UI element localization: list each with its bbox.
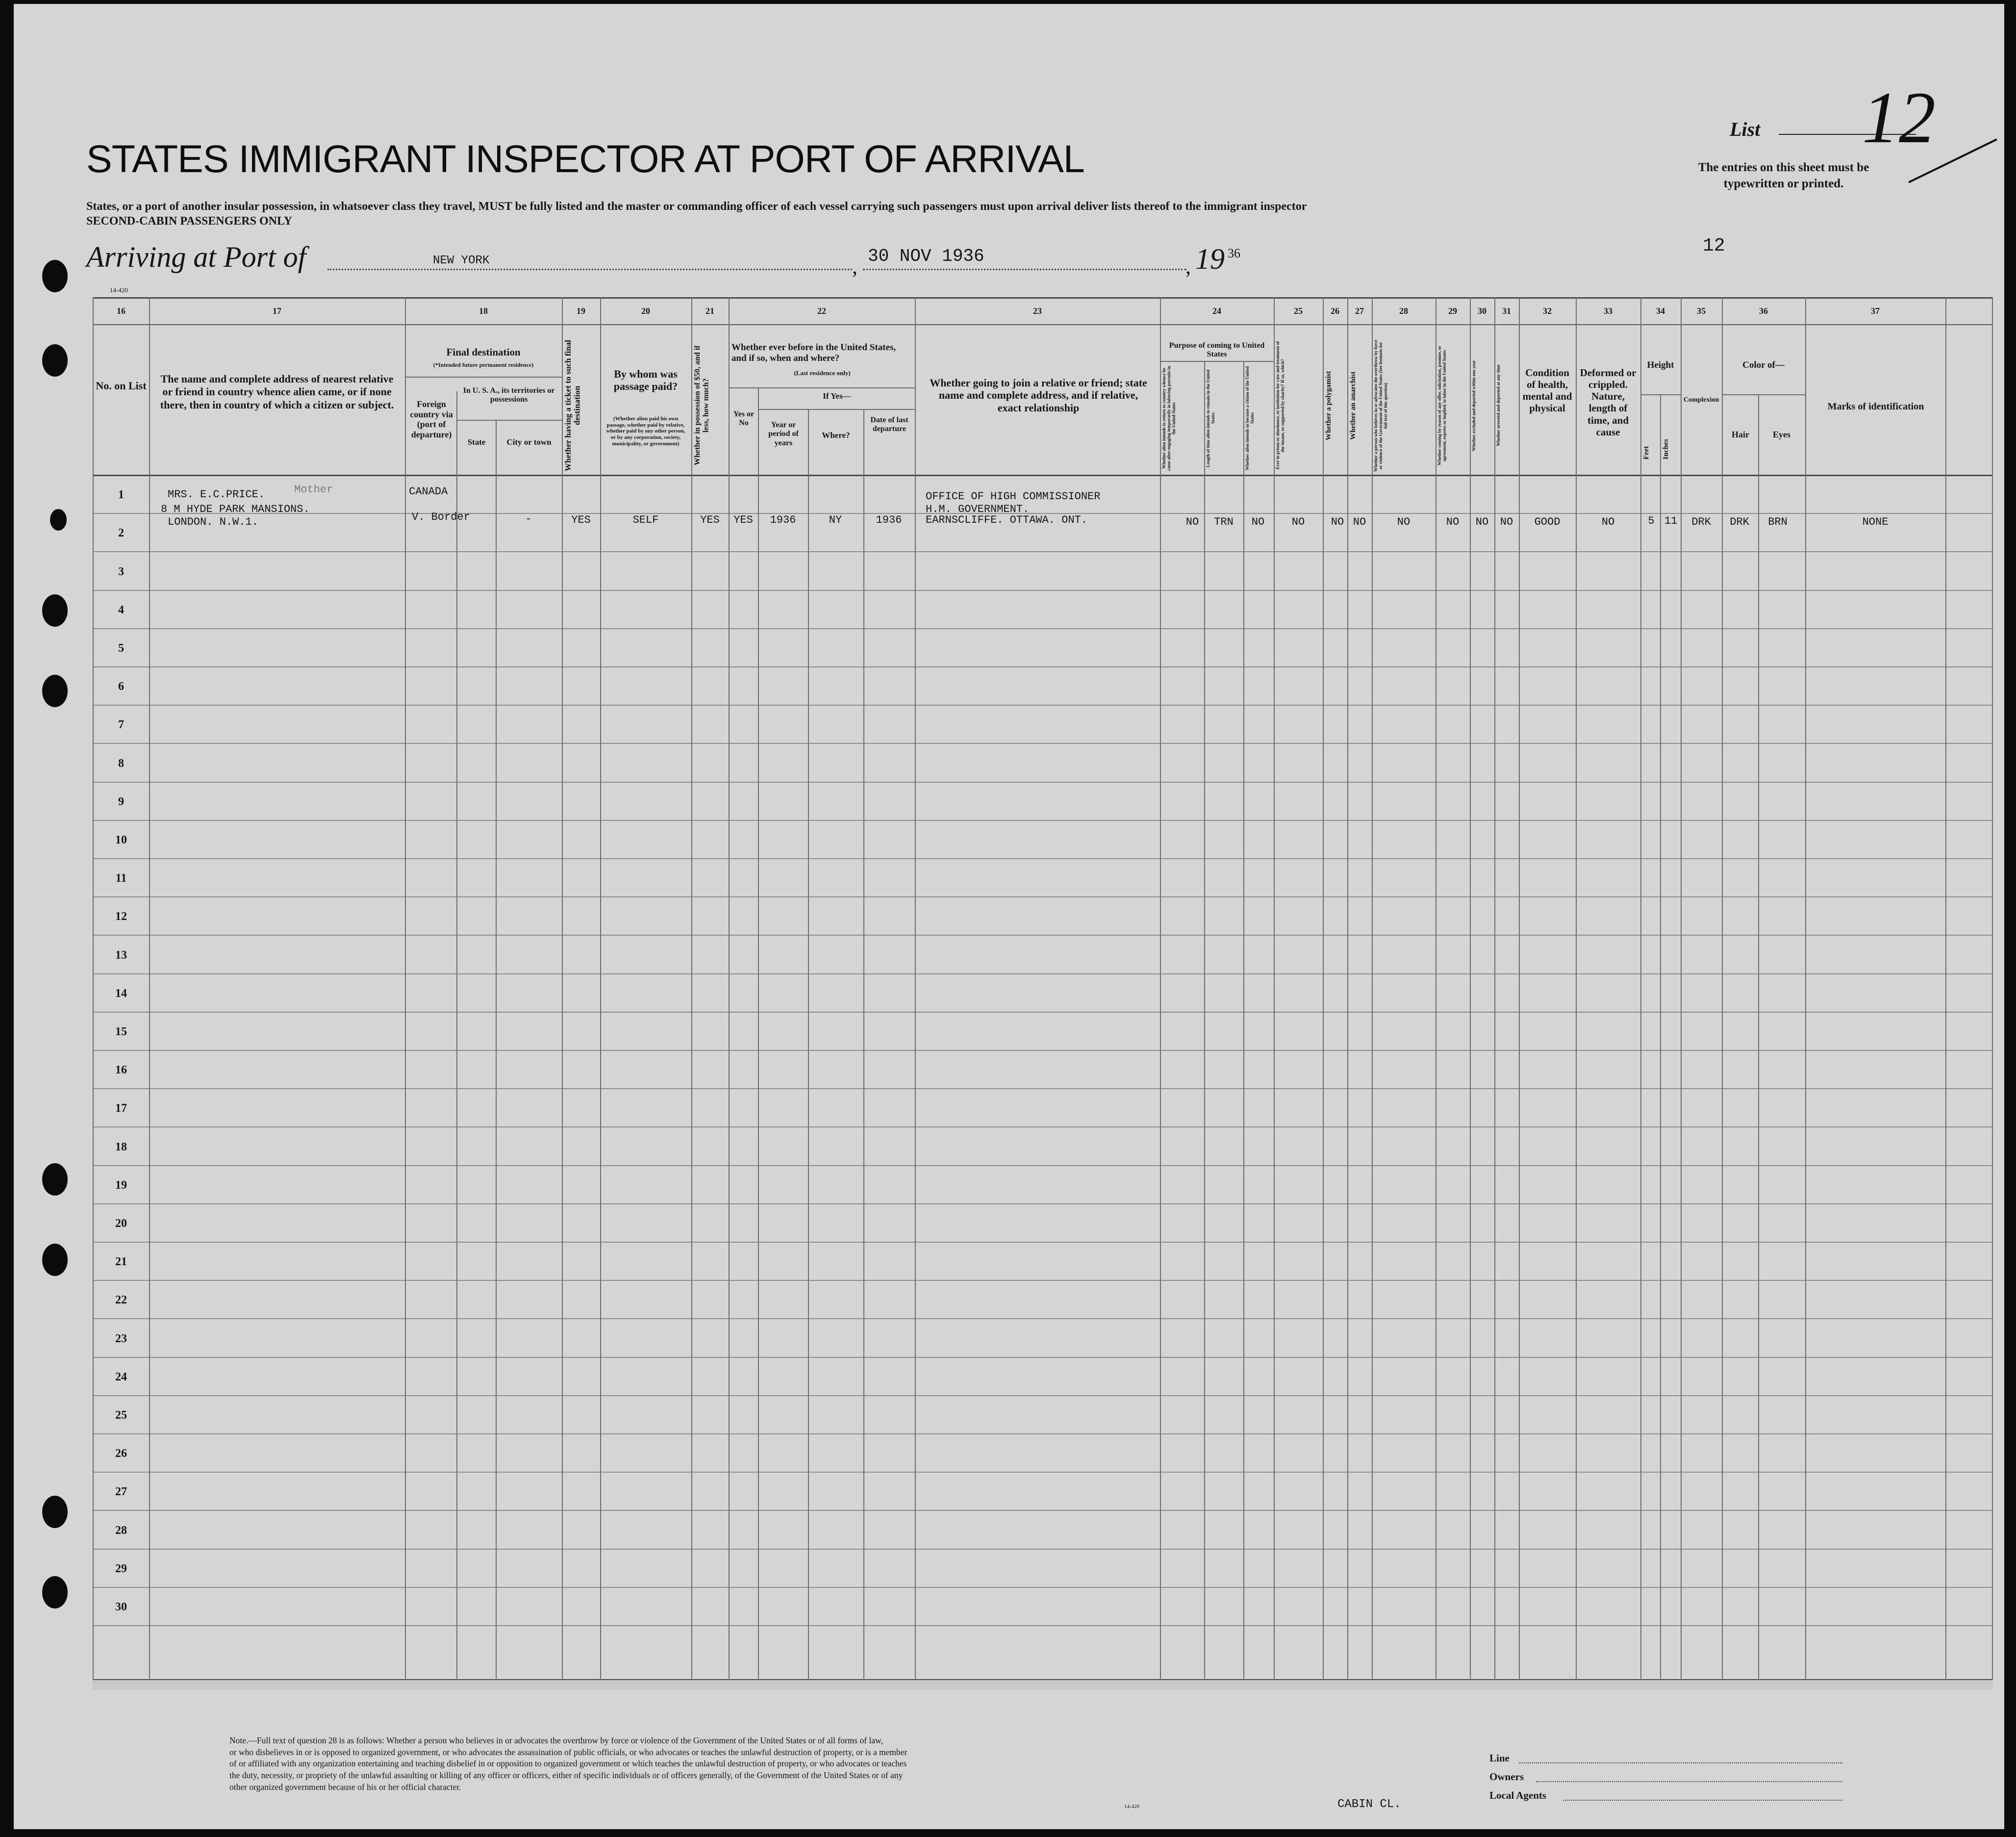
- table-top-border: [93, 297, 1993, 299]
- header-overthrow: Whether a person who believes in or advocates the overthrow by force or violence of the Government of the United States (See footnote for full text of this question): [1373, 339, 1388, 472]
- col-rule: [600, 297, 601, 1680]
- row-number: 14: [115, 987, 127, 1000]
- col-rule: [562, 297, 563, 1680]
- complexion-value: DRK: [1691, 516, 1711, 528]
- page-number: 12: [1703, 235, 1725, 256]
- form-code: 14-420: [110, 286, 128, 294]
- row-rule: [93, 551, 1993, 552]
- col-rule: [1681, 297, 1682, 1680]
- row-rule: [93, 628, 1993, 629]
- header-health: Condition of health, mental and physical: [1522, 367, 1572, 414]
- header-eyes: Eyes: [1773, 430, 1790, 439]
- footer-form-code: 14-420: [1124, 1804, 1140, 1810]
- column-number-rule: [93, 324, 1993, 325]
- relative-address-1: 8 M HYDE PARK MANSIONS.: [161, 503, 310, 515]
- row-rule: [93, 1510, 1993, 1511]
- row-rule: [93, 820, 1993, 821]
- column-number: 35: [1697, 306, 1706, 316]
- before-us-value: YES: [733, 514, 753, 526]
- height-inches-value: 11: [1664, 515, 1678, 527]
- join-line-2: H.M. GOVERNMENT.: [926, 503, 1030, 515]
- row-rule: [93, 1203, 1993, 1204]
- col-rule: [405, 297, 406, 1680]
- header-before-in-us: Whether ever before in the United States, and if so, when and where?: [731, 342, 896, 363]
- row-number: 20: [115, 1217, 127, 1230]
- header-complexion: Complexion: [1683, 396, 1719, 404]
- column-number: 31: [1502, 306, 1511, 316]
- header-last-residence: (Last residence only): [794, 369, 851, 377]
- col-rule: [1160, 297, 1161, 1680]
- manifest-sheet: [14, 4, 2004, 1829]
- row-number: 19: [115, 1178, 127, 1192]
- arriving-label: Arriving at Port of: [86, 241, 306, 273]
- subhead-rule: [456, 420, 562, 421]
- header-bottom-border: [93, 475, 1993, 476]
- return-country-value: NO: [1185, 516, 1199, 528]
- row-number: 17: [115, 1102, 127, 1115]
- header-offer-labor: Whether coming by reason of any offer, solicitation, promise, or agreement, express or implied, to labor in the United States: [1437, 345, 1447, 466]
- ticket-value: YES: [571, 514, 591, 526]
- paid-by-value: SELF: [632, 514, 659, 526]
- subhead-rule: [1722, 394, 1805, 395]
- join-line-1: OFFICE OF HIGH COMMISSIONER: [926, 490, 1101, 503]
- row-number: 23: [115, 1332, 127, 1345]
- header-yes-no: Yes or No: [733, 410, 755, 428]
- column-number: 29: [1448, 306, 1457, 316]
- header-deformed: Deformed or crippled. Nature, length of time, and cause: [1580, 367, 1637, 438]
- column-number: 25: [1294, 306, 1303, 316]
- col-rule: [1640, 297, 1641, 1680]
- row-rule: [93, 1165, 1993, 1166]
- owners-dotted: [1536, 1781, 1842, 1782]
- date-dotted-line: [863, 269, 1186, 270]
- port-dotted-line: [328, 269, 852, 270]
- length-stay-value: TRN: [1214, 516, 1234, 528]
- footnote-line: the duty, necessity, or propriety of the unlawful assaulting or killing of any officer or officers, either of specific individuals or of officers generally, of the Government of the United States or of any: [229, 1770, 903, 1780]
- col-rule: [1805, 297, 1806, 1680]
- overthrow-value: NO: [1397, 516, 1411, 528]
- col-rule: [93, 297, 94, 1680]
- footnote-line: or who disbelieves in or is opposed to organized government, or who advocates the assassination of public officials, or who advocates or teaches the unlawful destruction of property, or is a member: [229, 1747, 907, 1757]
- col-rule: [149, 297, 150, 1680]
- footnote-line: other organized government because of his or her official character.: [229, 1782, 461, 1792]
- header-state: State: [467, 437, 486, 447]
- row-number: 13: [115, 948, 127, 962]
- header-polygamist: Whether a polygamist: [1325, 371, 1333, 440]
- subhead-rule: [1640, 394, 1681, 395]
- row-rule: [93, 1280, 1993, 1281]
- subhead-rule: [758, 409, 915, 410]
- col-rule: [1274, 297, 1275, 1680]
- header-date-departure: Date of last departure: [870, 416, 908, 434]
- relationship: Mother: [294, 484, 333, 496]
- col-rule: [1347, 297, 1348, 1680]
- col-rule: [496, 420, 497, 1680]
- row-rule: [93, 1395, 1993, 1396]
- header-fifty-dollars: Whether in possession of $50, and if less, how much?: [693, 345, 710, 466]
- column-number: 21: [706, 306, 714, 316]
- footer-band: [93, 1680, 1993, 1690]
- subhead-rule: [729, 387, 915, 388]
- page-title: STATES IMMIGRANT INSPECTOR AT PORT OF ARRIVAL: [86, 137, 1084, 180]
- column-number: 34: [1656, 306, 1665, 316]
- header-return-country: Whether alien intends to return to country whence he came after engaging temporarily in laboring pursuits in the United States: [1161, 366, 1176, 471]
- height-feet-value: 5: [1648, 515, 1655, 527]
- col-rule: [1576, 297, 1577, 1680]
- departure-date-value: 1936: [876, 514, 902, 526]
- col-rule: [1372, 297, 1373, 1680]
- year-value: 1936: [770, 514, 796, 526]
- header-height: Height: [1647, 360, 1674, 370]
- row-number: 11: [115, 872, 127, 885]
- dest-city: -: [525, 513, 532, 525]
- fifty-dollars-value: YES: [700, 514, 720, 526]
- column-number: 32: [1543, 306, 1552, 316]
- punch-hole: [42, 1163, 68, 1196]
- instruction-line: States, or a port of another insular possession, in whatsoever class they travel, MUST be fully listed and the master or commanding officer of each vessel carrying such passengers must upon arrival deliver lists thereof to the immigrant inspector: [86, 200, 1307, 213]
- header-in-usa: In U. S. A., its territories or possessions: [463, 386, 555, 404]
- header-prison: Ever in prison or almshouse, or institution for care and treatment of the insane, or supported by charity? If so, which?: [1275, 341, 1285, 470]
- row-number: 24: [115, 1370, 127, 1383]
- year-comma: ,: [1185, 255, 1191, 279]
- row-rule: [93, 1126, 1993, 1127]
- header-final-destination: Final destination: [446, 346, 521, 358]
- punch-hole: [42, 1244, 68, 1276]
- header-city: City or town: [506, 437, 552, 447]
- header-excluded: Whether excluded and deported within one year: [1471, 360, 1476, 451]
- column-number: 20: [641, 306, 650, 316]
- col-rule: [758, 387, 759, 1680]
- col-rule: [1323, 297, 1324, 1680]
- typewritten-note: The entries on this sheet must be typewritten or printed.: [1698, 161, 1869, 190]
- header-relative-address: The name and complete address of nearest relative or friend in country whence alien came, or if none there, then in country of which a citizen or subject.: [160, 373, 394, 411]
- header-inches: Inches: [1662, 439, 1670, 459]
- row-rule: [93, 590, 1993, 591]
- row-number: 29: [115, 1562, 127, 1575]
- punch-hole: [42, 1496, 68, 1528]
- health-value: GOOD: [1534, 516, 1561, 528]
- header-length-stay: Length of time alien intends to remain in the United States: [1206, 369, 1215, 467]
- header-final-destination-sub: (*Intended future permanent residence): [433, 361, 534, 368]
- row-number: 2: [118, 527, 124, 540]
- port-value: NEW YORK: [433, 254, 490, 267]
- punch-hole: [50, 509, 67, 531]
- anarchist-value: NO: [1353, 516, 1366, 528]
- row-number: 18: [115, 1140, 127, 1153]
- row-number: 22: [115, 1294, 127, 1307]
- relative-address-2: LONDON. N.W.1.: [168, 516, 258, 528]
- owners-label: Owners: [1489, 1771, 1524, 1783]
- hair-value: DRK: [1730, 516, 1749, 528]
- header-anarchist: Whether an anarchist: [1349, 371, 1357, 440]
- row-rule: [93, 1012, 1993, 1013]
- footnote: [229, 1735, 1210, 1793]
- row-number: 26: [115, 1447, 127, 1460]
- col-rule: [1660, 394, 1661, 1680]
- row-rule: [93, 1587, 1993, 1588]
- column-number: 36: [1759, 306, 1768, 316]
- header-hair: Hair: [1732, 430, 1749, 439]
- footnote-line: of or affiliated with any organization entertaining and teaching disbelief in or opposition to organized government or which teaches the unlawful destruction of property, or who advocates or teaches: [229, 1759, 907, 1769]
- col-rule: [1945, 297, 1946, 1680]
- row-number: 8: [118, 757, 124, 770]
- row-rule: [93, 1318, 1993, 1319]
- citizen-value: NO: [1251, 516, 1265, 528]
- header-citizen: Whether alien intends to become a citizen of the United States: [1245, 366, 1255, 471]
- arrival-date-stamp: 30 NOV 1936: [868, 246, 984, 266]
- port-of-departure: V. Border: [412, 511, 470, 523]
- column-number: 18: [479, 306, 488, 316]
- foreign-country: CANADA: [409, 485, 448, 498]
- row-number: 27: [115, 1485, 127, 1499]
- col-rule: [1470, 297, 1471, 1680]
- header-feet: Feet: [1642, 446, 1650, 459]
- row-rule: [93, 1357, 1993, 1358]
- col-rule: [1722, 297, 1723, 1680]
- row-number: 1: [118, 488, 124, 502]
- header-marks: Marks of identification: [1827, 401, 1924, 412]
- column-number: 16: [117, 306, 126, 316]
- class-line: SECOND-CABIN PASSENGERS ONLY: [86, 215, 293, 228]
- list-number-handwritten: 12: [1862, 77, 1936, 158]
- header-ticket: Whether having a ticket to such final destination: [563, 340, 582, 471]
- col-rule: [456, 391, 457, 1680]
- punch-hole: [42, 594, 68, 627]
- row-number: 9: [118, 795, 124, 808]
- row-rule: [93, 666, 1993, 667]
- footnote-line: Note.—Full text of question 28 is as follows: Whether a person who believes in or advocates the overthrow by force or violence of the Government of the United States or of all forms of law,: [229, 1735, 883, 1745]
- header-foreign-country: Foreign country via (port of departure): [410, 399, 453, 440]
- punch-hole: [42, 260, 68, 292]
- col-rule: [1204, 361, 1205, 1680]
- header-join-relative: Whether going to join a relative or friend; state name and complete address, and if relative, exact relationship: [930, 377, 1147, 414]
- row-rule: [93, 1433, 1993, 1434]
- row-number: 5: [118, 642, 124, 655]
- row-number: 15: [115, 1025, 127, 1038]
- polygamist-value: NO: [1331, 516, 1344, 528]
- row-number: 28: [115, 1524, 127, 1537]
- column-number: 22: [817, 306, 826, 316]
- deformed-value: NO: [1601, 516, 1615, 528]
- col-rule: [691, 297, 692, 1680]
- row-number: 21: [115, 1255, 127, 1269]
- row-number: 12: [115, 910, 127, 923]
- row-number: 7: [118, 718, 124, 732]
- column-number: 26: [1331, 306, 1339, 316]
- eyes-value: BRN: [1768, 516, 1788, 528]
- row-rule: [93, 1472, 1993, 1473]
- row-rule: [93, 935, 1993, 936]
- join-line-3: EARNSCLIFFE. OTTAWA. ONT.: [926, 514, 1088, 526]
- header-where: Where?: [822, 431, 850, 440]
- year-suffix: 36: [1228, 246, 1240, 260]
- row-rule: [93, 858, 1993, 859]
- header-no-on-list: No. on List: [96, 380, 147, 392]
- row-rule: [93, 973, 1993, 974]
- punch-hole: [42, 344, 68, 377]
- col-rule: [1992, 297, 1993, 1680]
- agents-dotted: [1563, 1800, 1842, 1801]
- row-rule: [93, 1625, 1993, 1626]
- header-color-of: Color of—: [1742, 360, 1785, 370]
- row-number: 10: [115, 834, 127, 846]
- line-dotted: [1519, 1762, 1842, 1763]
- punch-hole: [42, 1576, 68, 1608]
- row-number: 4: [118, 603, 124, 616]
- row-rule: [93, 1088, 1993, 1089]
- header-year: Year or period of years: [768, 421, 799, 447]
- row-number: 25: [115, 1409, 127, 1422]
- agents-label: Local Agents: [1489, 1789, 1547, 1801]
- deported-value: NO: [1500, 516, 1513, 528]
- subhead-rule: [1160, 361, 1274, 362]
- col-rule: [1758, 394, 1759, 1680]
- col-rule: [915, 297, 916, 1680]
- marks-value: NONE: [1862, 516, 1889, 528]
- header-if-yes: If Yes—: [823, 391, 851, 401]
- row-number: 6: [118, 680, 124, 693]
- col-rule: [863, 409, 864, 1680]
- column-number: 17: [273, 306, 281, 316]
- col-rule: [808, 409, 809, 1680]
- column-number: 23: [1033, 306, 1042, 316]
- prison-value: NO: [1291, 516, 1305, 528]
- row-rule: [93, 705, 1993, 706]
- excluded-value: NO: [1475, 516, 1489, 528]
- column-number: 24: [1212, 306, 1221, 316]
- offer-labor-value: NO: [1446, 516, 1460, 528]
- column-number: 28: [1399, 306, 1408, 316]
- cabin-class: CABIN CL.: [1337, 1798, 1401, 1811]
- date-comma: ,: [852, 255, 857, 279]
- column-number: 30: [1478, 306, 1487, 316]
- where-value: NY: [829, 514, 842, 526]
- line-label: Line: [1489, 1752, 1510, 1764]
- col-rule: [1243, 361, 1244, 1680]
- list-label: List: [1730, 118, 1761, 140]
- header-purpose: Purpose of coming to United States: [1169, 341, 1265, 359]
- header-deported: Whether arrested and deported at any time: [1496, 364, 1501, 447]
- row-rule: [93, 1549, 1993, 1550]
- relative-name: MRS. E.C.PRICE.: [168, 488, 265, 501]
- col-rule: [1519, 297, 1520, 1680]
- header-passage-paid: By whom was passage paid?: [613, 368, 678, 393]
- col-rule: [729, 297, 730, 1680]
- row-rule: [93, 1050, 1993, 1051]
- column-number: 27: [1355, 306, 1364, 316]
- subhead-rule: [405, 377, 562, 378]
- column-number: 33: [1604, 306, 1613, 316]
- row-rule: [93, 896, 1993, 897]
- year-prefix: 19: [1195, 243, 1225, 275]
- row-number: 3: [118, 565, 124, 578]
- row-rule: [93, 743, 1993, 744]
- punch-hole: [50, 677, 67, 698]
- column-number: 37: [1871, 306, 1880, 316]
- col-rule: [1494, 297, 1495, 1680]
- header-passage-note: (Whether alien paid his own passage, whether paid by relative, whether paid by any other person, or by any corporation, society, municipality, or government): [606, 416, 685, 447]
- row-number: 16: [115, 1064, 127, 1077]
- row-rule: [93, 782, 1993, 783]
- row-number: 30: [115, 1601, 127, 1613]
- row-rule: [93, 1242, 1993, 1243]
- column-number: 19: [577, 306, 585, 316]
